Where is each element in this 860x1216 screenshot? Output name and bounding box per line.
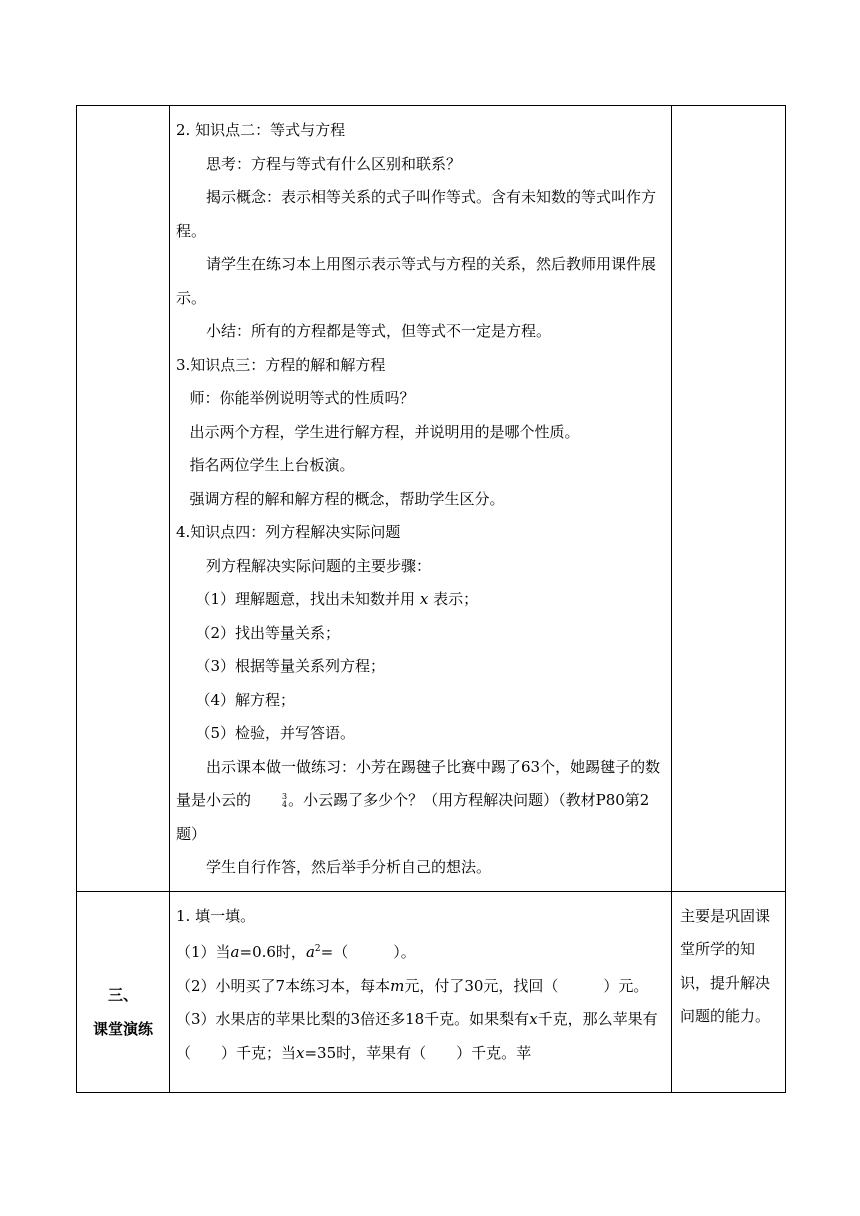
heading-knowledge-2: 2. 知识点二：等式与方程 (176, 121, 346, 139)
step-item: （5）检验，并写答语。 (195, 724, 356, 742)
heading-knowledge-3: 3.知识点三：方程的解和解方程 (176, 355, 386, 374)
paragraph: 小结：所有的方程都是等式，但等式不一定是方程。 (206, 322, 552, 340)
side-note: 主要是巩固课堂所学的知识，提升解决问题的能力。 (680, 906, 771, 1025)
step-item: （1）理解题意，找出未知数并用 x 表示； (195, 590, 479, 608)
section-number: 三、 (107, 985, 138, 1004)
step-item: （2）找出等量关系； (195, 623, 341, 642)
step-item: （3）根据等量关系列方程； (195, 657, 386, 675)
question-item: （3）水果店的苹果比梨的3倍还多18千克。如果梨有x千克，那么苹果有（ ）千克；当x=35时，苹果有（ ）千克。苹 (176, 1010, 658, 1062)
table-row (77, 106, 786, 892)
paragraph: 强调方程的解和解方程的概念，帮助学生区分。 (189, 489, 505, 508)
paragraph: 学生自行作答，然后举手分析自己的想法。 (206, 858, 492, 876)
step-item: （4）解方程； (195, 690, 296, 709)
content-cell (170, 106, 672, 892)
section-cell-empty (77, 106, 170, 892)
table-row (77, 891, 786, 1092)
question-title: 1. 填一填。 (176, 906, 256, 925)
paragraph: 请学生在练习本上用图示表示等式与方程的关系，然后教师用课件展示。 (176, 255, 657, 307)
paragraph: 师：你能举例说明等式的性质吗？ (189, 389, 415, 407)
paragraph: 列方程解决实际问题的主要步骤： (206, 556, 432, 575)
question-item: （1）当a=0.6时，$a^2=$（ ）。 (176, 943, 416, 961)
heading-knowledge-4: 4.知识点四：列方程解决实际问题 (176, 523, 401, 541)
paragraph: 出示两个方程，学生进行解方程，并说明用的是哪个性质。 (189, 422, 580, 441)
paragraph: 出示课本做一做练习：小芳在踢毽子比赛中踢了63个，她踢毽子的数量是小云的 3 4 。小云踢了多少个？（用方程解决问题）（教材P80第2题） (176, 757, 661, 843)
paragraph: 揭示概念：表示相等关系的式子叫作等式。含有未知数的等式叫作方程。 (176, 188, 657, 240)
question-item: （2）小明买了7本练习本，每本m元，付了30元，找回（ ）元。 (176, 976, 649, 995)
fraction: 3 4 (282, 792, 288, 809)
note-cell (672, 891, 786, 1092)
paragraph: 思考：方程与等式有什么区别和联系？ (206, 154, 462, 173)
note-cell-empty (672, 106, 786, 892)
content-cell (170, 891, 672, 1092)
section-title: 课堂演练 (92, 1019, 153, 1038)
paragraph: 指名两位学生上台板演。 (189, 456, 355, 474)
lesson-plan-table (76, 105, 786, 1093)
section-label-cell (77, 891, 170, 1092)
